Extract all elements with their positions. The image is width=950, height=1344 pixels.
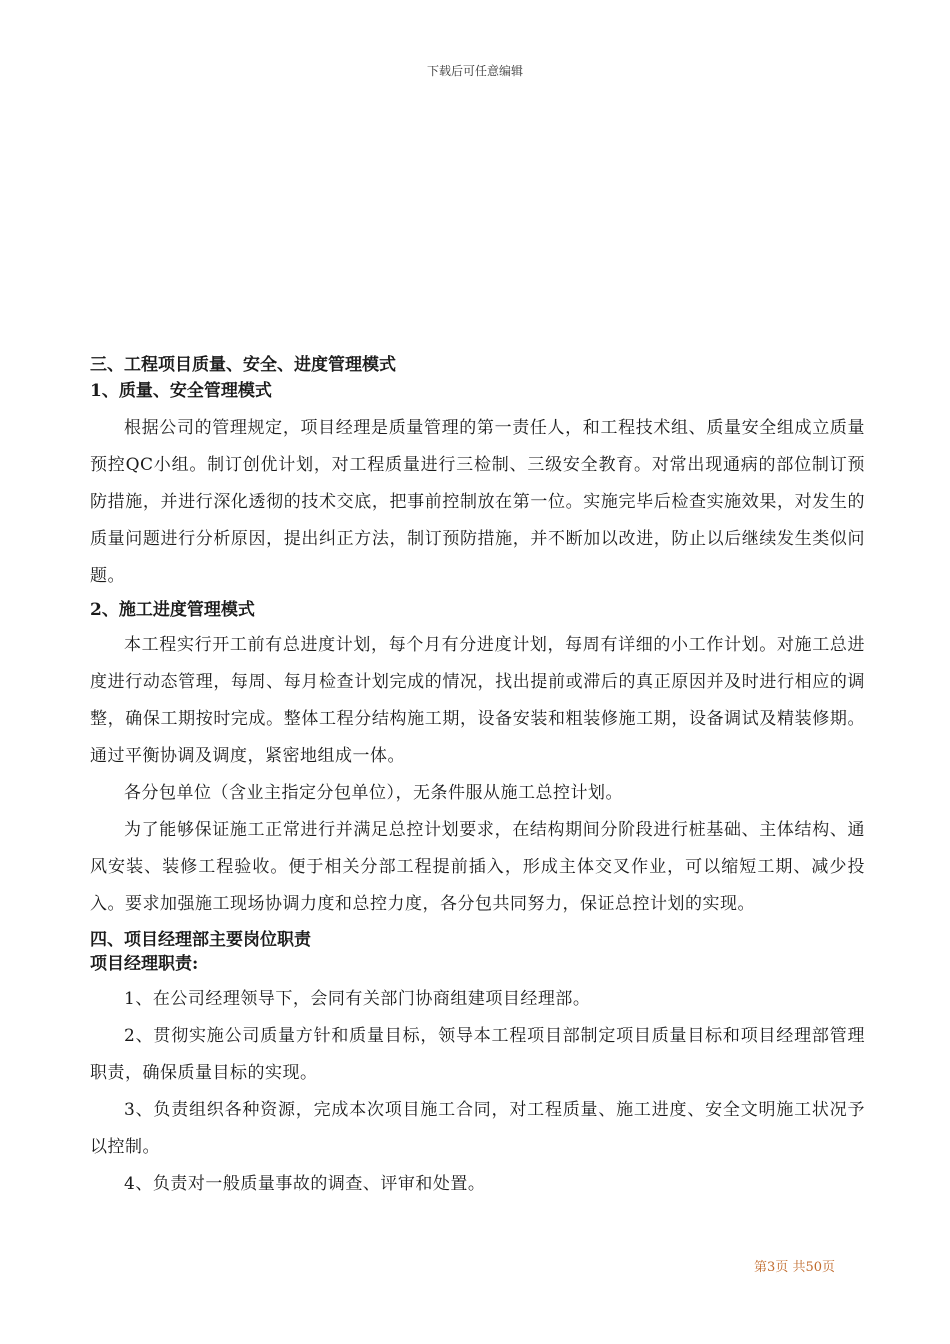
duty-item-2: 2、贯彻实施公司质量方针和质量目标，领导本工程项目部制定项目质量目标和项目经理部管理职责，确保质量目标的实现。 xyxy=(90,1026,865,1083)
duty-item-1: 1、在公司经理领导下，会同有关部门协商组建项目经理部。 xyxy=(124,989,591,1009)
section3-sub1-title: 1、质量、安全管理模式 xyxy=(90,381,272,401)
section4-subtitle: 项目经理职责: xyxy=(90,954,199,974)
section3-sub2-title: 2、施工进度管理模式 xyxy=(90,600,255,620)
sub1-paragraph: 根据公司的管理规定，项目经理是质量管理的第一责任人，和工程技术组、质量安全组成立质量预控QC小组。制订创优计划，对工程质量进行三检制、三级安全教育。对常出现通病的部位制订预防措施，并进行深化透彻的技术交底，把事前控制放在第一位。实施完毕后检查实施效果，对发生的质量问题进行分析原因，提出纠正方法，制订预防措施，并不断加以改进，防止以后继续发生类似问题。 xyxy=(90,418,865,586)
header-note: 下载后可任意编辑 xyxy=(426,64,523,78)
sub2-paragraph-3: 为了能够保证施工正常进行并满足总控计划要求，在结构期间分阶段进行桩基础、主体结构、通风安装、装修工程验收。便于相关分部工程提前插入，形成主体交叉作业，可以缩短工期、减少投入。要求加强施工现场协调力度和总控力度，各分包共同努力，保证总控计划的实现。 xyxy=(90,820,865,914)
page-number: 第3页 共50页 xyxy=(754,1260,835,1275)
sub2-paragraph-1: 本工程实行开工前有总进度计划，每个月有分进度计划，每周有详细的小工作计划。对施工总进度进行动态管理，每周、每月检查计划完成的情况，找出提前或滞后的真正原因并及时进行相应的调整，确保工期按时完成。整体工程分结构施工期，设备安装和粗装修施工期，设备调试及精装修期。通过平衡协调及调度，紧密地组成一体。 xyxy=(90,635,865,766)
section4-title: 四、项目经理部主要岗位职责 xyxy=(90,930,311,950)
section3-title: 三、工程项目质量、安全、进度管理模式 xyxy=(90,355,396,375)
document-body xyxy=(90,354,865,1203)
duty-item-4: 4、负责对一般质量事故的调查、评审和处置。 xyxy=(124,1174,486,1194)
duty-item-3: 3、负责组织各种资源，完成本次项目施工合同，对工程质量、施工进度、安全文明施工状况予以控制。 xyxy=(90,1100,865,1157)
sub2-paragraph-2: 各分包单位（含业主指定分包单位），无条件服从施工总控计划。 xyxy=(124,783,623,803)
